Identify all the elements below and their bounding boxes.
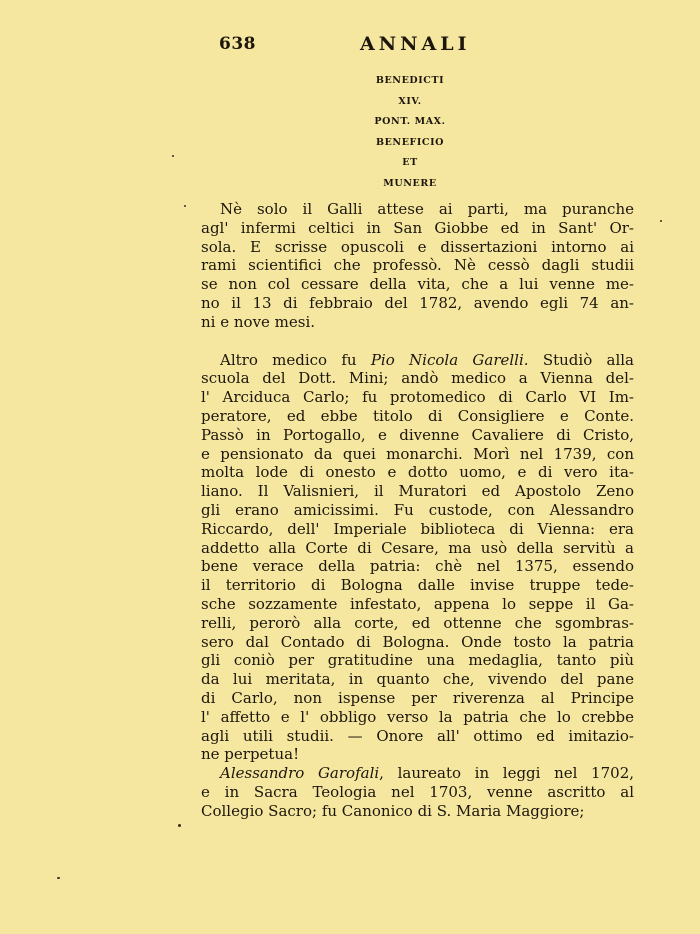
text-run: e pensionato da quei monarchi. Morì nel 1739, con: [201, 444, 634, 463]
inscription-line: BENEFICIO: [375, 136, 445, 148]
text-run: ni e nove mesi.: [201, 312, 316, 331]
text-run: rami scientifici che professò. Nè cessò dagli studii: [201, 256, 634, 275]
text-run: e in Sacra Teologia nel 1703, venne ascritto al: [201, 782, 634, 801]
text-line: [201, 369, 634, 388]
text-line: [201, 275, 634, 294]
text-run: relli, perorò alla corte, ed ottenne che sgombras-: [201, 613, 634, 632]
text-run: sche sozzamente infestato, appena lo seppe il Ga-: [201, 594, 634, 613]
text-line: [201, 557, 634, 576]
text-line: [201, 727, 634, 746]
text-run: Nè solo il Galli attese ai parti, ma puranche: [220, 200, 634, 218]
text-run: agl' infermi celtici in San Giobbe ed in Sant' Or-: [201, 218, 634, 237]
text-run: liano. Il Valisnieri, il Muratori ed Apostolo Zeno: [201, 482, 634, 501]
text-line: [201, 614, 634, 633]
italic-name: Pio Nicola Garelli.: [370, 350, 529, 369]
text-line: [201, 388, 634, 407]
text-line: [201, 745, 634, 764]
text-line: [201, 294, 634, 313]
text-line: [201, 689, 634, 708]
text-line: [201, 595, 634, 614]
text-line: [201, 219, 634, 238]
text-line: [201, 482, 634, 501]
text-run: Passò in Portogallo, e divenne Cavaliere di Cristo,: [201, 425, 634, 444]
text-line: [201, 520, 634, 539]
text-run: se non col cessare della vita, che a lui venne me-: [201, 275, 634, 294]
inscription-line: MUNERE: [383, 177, 437, 189]
text-run: agli utili studii. — Onore all' ottimo ed imitazio-: [201, 726, 634, 745]
marginal-inscription: [330, 71, 490, 194]
text-run: sero dal Contado di Bologna. Onde tosto la patria: [201, 632, 634, 651]
text-line: [201, 501, 634, 520]
text-line: [201, 313, 634, 332]
text-line: [201, 670, 634, 689]
paragraph: [201, 200, 634, 332]
running-title: ANNALI: [360, 33, 471, 55]
text-line: [201, 426, 634, 445]
text-run: ne perpetua!: [201, 745, 300, 764]
text-run: sola. E scrisse opuscoli e dissertazioni intorno ai: [201, 237, 634, 256]
text-line: [201, 463, 634, 482]
text-run: di Carlo, non ispense per riverenza al Principe: [201, 688, 634, 707]
text-line: [201, 783, 634, 802]
text-line: [201, 539, 634, 558]
text-line: [201, 445, 634, 464]
text-run: l' Arciduca Carlo; fu protomedico di Carlo VI Im-: [201, 388, 634, 407]
text-run: Altro medico fu: [220, 350, 371, 369]
page-number: 638: [219, 34, 256, 54]
text-run: bene verace della patria: chè nel 1375, essendo: [201, 557, 634, 576]
text-run: peratore, ed ebbe titolo di Consigliere e Conte.: [201, 406, 634, 425]
text-line: [201, 764, 634, 783]
text-run: Riccardo, dell' Imperiale biblioteca di Vienna: era: [201, 519, 634, 538]
italic-name: Alessandro Garofali: [220, 764, 380, 783]
text-line: [201, 708, 634, 727]
text-run: l' affetto e l' obbligo verso la patria che lo crebbe: [201, 707, 634, 726]
paragraph-gap: [201, 332, 634, 351]
text-line: [201, 651, 634, 670]
inscription-line: PONT. MAX.: [374, 116, 446, 127]
text-run: gli coniò per gratitudine una medaglia, tanto più: [201, 651, 634, 670]
inscription-line: BENEDICTI: [375, 75, 445, 86]
paragraph: [201, 764, 634, 820]
text-line: [201, 633, 634, 652]
text-run: Collegio Sacro; fu Canonico di S. Maria Maggiore;: [201, 801, 585, 820]
text-run: il territorio di Bologna dalle invise truppe tede-: [201, 576, 634, 595]
inscription-line: ET: [402, 157, 418, 168]
text-run: gli erano amicissimi. Fu custode, con Alessandro: [201, 500, 634, 519]
text-line: [201, 200, 634, 219]
text-line: [201, 802, 634, 821]
body-text: [201, 200, 634, 821]
text-line: [201, 238, 634, 257]
text-run: Studiò alla: [528, 350, 634, 369]
text-run: molta lode di onesto e dotto uomo, e di vero ita-: [201, 463, 634, 482]
text-run: da lui meritata, in quanto che, vivendo del pane: [201, 670, 634, 689]
text-line: [201, 407, 634, 426]
paragraph: [201, 351, 634, 765]
text-line: [201, 256, 634, 275]
text-line: [201, 576, 634, 595]
text-run: addetto alla Corte di Cesare, ma usò della servitù a: [201, 538, 634, 557]
text-line: [201, 351, 634, 370]
inscription-line: XIV.: [398, 95, 422, 107]
text-run: scuola del Dott. Mini; andò medico a Vienna del-: [201, 369, 634, 388]
text-run: no il 13 di febbraio del 1782, avendo egli 74 an-: [201, 293, 634, 312]
text-run: , laureato in leggi nel 1702,: [379, 764, 634, 783]
